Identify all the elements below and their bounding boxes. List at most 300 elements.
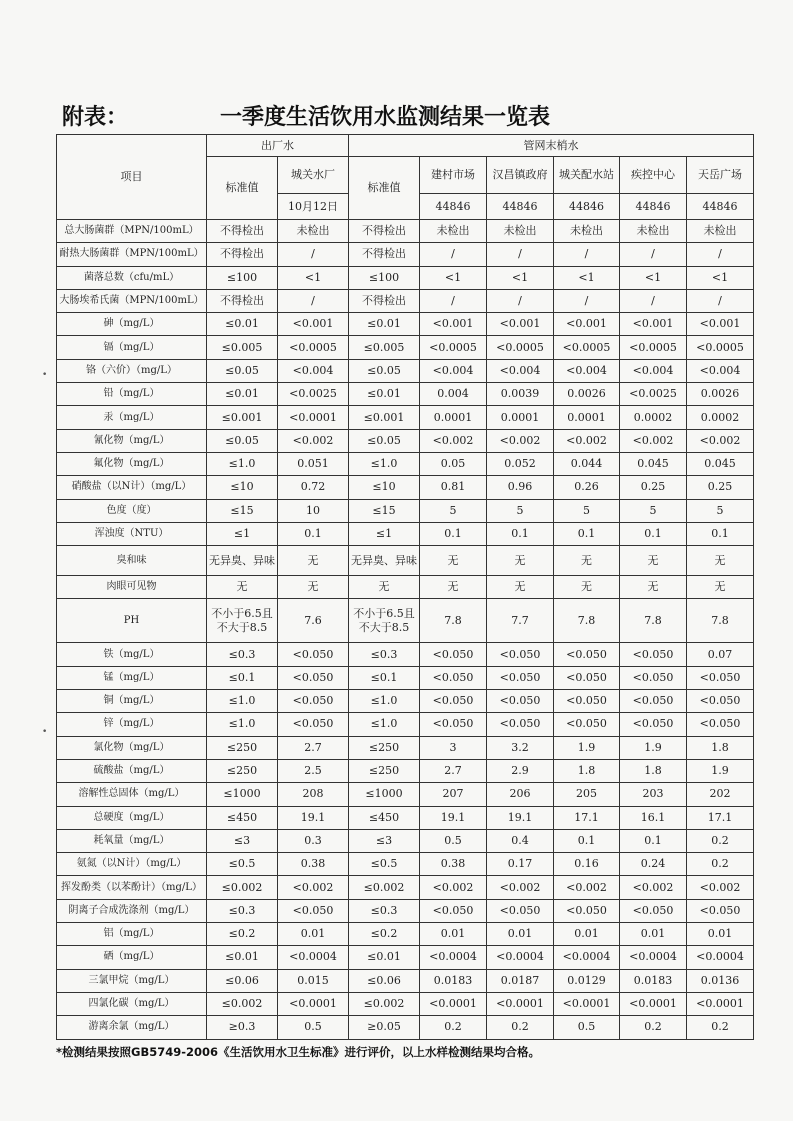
item-name: 游离余氯（mg/L）	[57, 1016, 207, 1039]
factory-standard-value: 无	[207, 576, 278, 599]
table-row	[57, 336, 754, 359]
site-result-value: /	[420, 289, 487, 312]
site-result-value: <0.004	[487, 359, 554, 382]
site-result-value: 0.0002	[620, 406, 687, 429]
factory-result-value: 19.1	[278, 806, 349, 829]
item-name: 总硬度（mg/L）	[57, 806, 207, 829]
site-result-value: <0.0004	[420, 946, 487, 969]
site-result-value: 17.1	[687, 806, 754, 829]
site-result-value: <0.0001	[620, 992, 687, 1015]
site-result-value: 0.0026	[554, 383, 620, 406]
item-name: 色度（度）	[57, 499, 207, 522]
page-title: 一季度生活饮用水监测结果一览表	[220, 105, 551, 130]
factory-result-value: <1	[278, 266, 349, 289]
site-result-value: /	[687, 243, 754, 266]
site-result-value: <1	[487, 266, 554, 289]
site-result-value: 0.0001	[420, 406, 487, 429]
table-row	[57, 1016, 754, 1039]
network-standard-value: ≤0.3	[349, 643, 420, 666]
site-result-value: 无	[620, 546, 687, 576]
network-standard-value: ≤450	[349, 806, 420, 829]
table-row	[57, 923, 754, 946]
site-result-value: 无	[620, 576, 687, 599]
table-row	[57, 969, 754, 992]
network-standard-value: 不得检出	[349, 243, 420, 266]
factory-result-value: <0.0004	[278, 946, 349, 969]
site-result-value: <0.002	[620, 429, 687, 452]
site-result-value: 17.1	[554, 806, 620, 829]
factory-standard-header: 标准值	[207, 157, 278, 220]
item-name: 浑浊度（NTU）	[57, 522, 207, 545]
factory-standard-value: ≤15	[207, 499, 278, 522]
site-result-value: <1	[554, 266, 620, 289]
item-name: 铬（六价）（mg/L）	[57, 359, 207, 382]
item-name: 锰（mg/L）	[57, 666, 207, 689]
network-standard-value: ≤0.3	[349, 899, 420, 922]
factory-standard-value: ≤250	[207, 736, 278, 759]
site-result-value: 0.0001	[487, 406, 554, 429]
site-result-value: <0.050	[420, 690, 487, 713]
network-standard-value: ≤0.01	[349, 313, 420, 336]
site-result-value: 0.5	[420, 829, 487, 852]
site-result-value: 0.01	[687, 923, 754, 946]
site-result-value: 0.07	[687, 643, 754, 666]
site-result-value: 0.0136	[687, 969, 754, 992]
monitoring-table	[56, 134, 754, 1040]
network-standard-value: ≤1.0	[349, 452, 420, 475]
item-name: 氟化物（mg/L）	[57, 452, 207, 475]
site-result-value: <0.0005	[620, 336, 687, 359]
site-result-value: 0.2	[687, 853, 754, 876]
factory-result-value: /	[278, 243, 349, 266]
factory-standard-value: 不得检出	[207, 243, 278, 266]
item-name: 铁（mg/L）	[57, 643, 207, 666]
site-result-value: 1.9	[687, 759, 754, 782]
table-row	[57, 992, 754, 1015]
item-name: 臭和味	[57, 546, 207, 576]
item-name: 大肠埃希氏菌（MPN/100mL）	[57, 289, 207, 312]
site-result-value: <0.0001	[420, 992, 487, 1015]
site-result-value: <0.001	[620, 313, 687, 336]
item-name: 硝酸盐（以N计）（mg/L）	[57, 476, 207, 499]
table-row	[57, 522, 754, 545]
site-result-value: 无	[687, 546, 754, 576]
table-row	[57, 313, 754, 336]
network-standard-value: ≤0.2	[349, 923, 420, 946]
site-result-value: 206	[487, 783, 554, 806]
table-row	[57, 289, 754, 312]
site-result-value: 3.2	[487, 736, 554, 759]
site-result-value: 0.2	[420, 1016, 487, 1039]
site-result-value: 0.2	[687, 829, 754, 852]
factory-standard-value: ≤0.2	[207, 923, 278, 946]
factory-standard-value: ≤0.002	[207, 876, 278, 899]
site-result-value: <0.050	[687, 690, 754, 713]
site-result-value: 无	[487, 546, 554, 576]
site-result-value: 1.8	[687, 736, 754, 759]
factory-result-value: <0.050	[278, 690, 349, 713]
table-row	[57, 576, 754, 599]
factory-water-header: 出厂水	[207, 135, 349, 157]
site-result-value: <0.0001	[687, 992, 754, 1015]
site-code-header: 44846	[687, 194, 754, 220]
network-standard-value: ≤1.0	[349, 690, 420, 713]
factory-result-value: 未检出	[278, 220, 349, 243]
site-result-value: <0.001	[420, 313, 487, 336]
factory-standard-value: ≤0.1	[207, 666, 278, 689]
site-result-value: 无	[554, 546, 620, 576]
site-result-value: <0.002	[487, 876, 554, 899]
network-standard-value: ≤0.1	[349, 666, 420, 689]
network-standard-value: ≤1000	[349, 783, 420, 806]
site-result-value: <0.002	[420, 876, 487, 899]
factory-standard-value: ≤0.01	[207, 383, 278, 406]
site-result-value: 5	[487, 499, 554, 522]
site-result-value: 202	[687, 783, 754, 806]
factory-standard-value: ≤0.3	[207, 899, 278, 922]
site-result-value: <0.050	[687, 713, 754, 736]
site-result-value: 0.1	[554, 829, 620, 852]
item-name: 锌（mg/L）	[57, 713, 207, 736]
site-result-value: <0.050	[420, 643, 487, 666]
site-result-value: <0.002	[687, 876, 754, 899]
network-standard-value: ≤0.01	[349, 383, 420, 406]
site-result-value: <1	[687, 266, 754, 289]
site-result-value: <0.004	[687, 359, 754, 382]
site-result-value: 207	[420, 783, 487, 806]
site-result-value: 未检出	[620, 220, 687, 243]
factory-result-value: <0.0005	[278, 336, 349, 359]
table-row	[57, 666, 754, 689]
site-name-header: 天岳广场	[687, 157, 754, 194]
site-result-value: <0.0004	[487, 946, 554, 969]
site-result-value: <0.050	[687, 666, 754, 689]
factory-result-value: <0.0001	[278, 992, 349, 1015]
site-result-value: <0.002	[554, 429, 620, 452]
site-result-value: 19.1	[420, 806, 487, 829]
site-result-value: 5	[554, 499, 620, 522]
site-result-value: 7.7	[487, 599, 554, 643]
factory-result-value: 0.72	[278, 476, 349, 499]
site-result-value: 0.2	[487, 1016, 554, 1039]
site-result-value: 0.01	[554, 923, 620, 946]
site-result-value: 0.26	[554, 476, 620, 499]
factory-standard-value: ≤0.001	[207, 406, 278, 429]
network-standard-value: ≤0.5	[349, 853, 420, 876]
site-result-value: <1	[620, 266, 687, 289]
site-result-value: 未检出	[554, 220, 620, 243]
margin-mark: •	[42, 727, 48, 737]
factory-result-value: <0.050	[278, 666, 349, 689]
site-result-value: 205	[554, 783, 620, 806]
site-result-value: 7.8	[554, 599, 620, 643]
table-row	[57, 736, 754, 759]
network-standard-value: ≤0.01	[349, 946, 420, 969]
site-result-value: 16.1	[620, 806, 687, 829]
item-name: 阴离子合成洗涤剂（mg/L）	[57, 899, 207, 922]
item-name: 总大肠菌群（MPN/100mL）	[57, 220, 207, 243]
site-result-value: /	[554, 289, 620, 312]
factory-standard-value: ≤1.0	[207, 690, 278, 713]
site-result-value: 0.045	[620, 452, 687, 475]
factory-result-value: <0.050	[278, 713, 349, 736]
site-result-value: /	[687, 289, 754, 312]
table-row	[57, 829, 754, 852]
factory-standard-value: ≤0.01	[207, 946, 278, 969]
site-result-value: <0.050	[554, 899, 620, 922]
site-result-value: <0.050	[554, 713, 620, 736]
site-name-header: 疾控中心	[620, 157, 687, 194]
site-result-value: 0.044	[554, 452, 620, 475]
site-result-value: <0.050	[620, 690, 687, 713]
factory-result-value: <0.050	[278, 643, 349, 666]
factory-standard-value: ≤3	[207, 829, 278, 852]
item-name: 耐热大肠菌群（MPN/100mL）	[57, 243, 207, 266]
site-result-value: <0.002	[687, 429, 754, 452]
site-result-value: <0.050	[487, 899, 554, 922]
table-row	[57, 383, 754, 406]
site-result-value: 0.05	[420, 452, 487, 475]
network-standard-value: ≥0.05	[349, 1016, 420, 1039]
factory-standard-value: ≤0.002	[207, 992, 278, 1015]
site-result-value: 无	[687, 576, 754, 599]
factory-result-value: <0.050	[278, 899, 349, 922]
item-name: 挥发酚类（以苯酚计）（mg/L）	[57, 876, 207, 899]
table-row	[57, 759, 754, 782]
site-result-value: <0.0001	[554, 992, 620, 1015]
site-result-value: <0.004	[420, 359, 487, 382]
table-row	[57, 876, 754, 899]
site-result-value: /	[487, 243, 554, 266]
network-standard-value: ≤1.0	[349, 713, 420, 736]
network-standard-value: ≤100	[349, 266, 420, 289]
site-result-value: 0.045	[687, 452, 754, 475]
table-row	[57, 452, 754, 475]
network-standard-value: 无异臭、异味	[349, 546, 420, 576]
network-standard-value: ≤3	[349, 829, 420, 852]
factory-result-value: 0.015	[278, 969, 349, 992]
network-standard-value: ≤0.002	[349, 876, 420, 899]
factory-standard-value: ≤0.005	[207, 336, 278, 359]
factory-result-value: 0.5	[278, 1016, 349, 1039]
site-result-value: <0.0005	[420, 336, 487, 359]
site-result-value: 7.8	[420, 599, 487, 643]
factory-standard-value: ≤1.0	[207, 713, 278, 736]
site-result-value: 未检出	[487, 220, 554, 243]
site-result-value: 203	[620, 783, 687, 806]
site-result-value: /	[620, 243, 687, 266]
item-name: 砷（mg/L）	[57, 313, 207, 336]
factory-standard-value: ≥0.3	[207, 1016, 278, 1039]
table-row	[57, 783, 754, 806]
network-standard-value: 不小于6.5且不大于8.5	[349, 599, 420, 643]
item-column-header: 项目	[57, 135, 207, 220]
site-result-value: 无	[420, 576, 487, 599]
factory-result-value: 2.5	[278, 759, 349, 782]
network-standard-value: ≤0.05	[349, 429, 420, 452]
site-result-value: <0.050	[420, 666, 487, 689]
site-result-value: 0.0039	[487, 383, 554, 406]
site-result-value: <0.002	[620, 876, 687, 899]
site-result-value: 0.38	[420, 853, 487, 876]
site-result-value: 0.1	[554, 522, 620, 545]
site-result-value: 0.5	[554, 1016, 620, 1039]
site-result-value: <0.0004	[554, 946, 620, 969]
item-name: 溶解性总固体（mg/L）	[57, 783, 207, 806]
site-result-value: 0.0026	[687, 383, 754, 406]
site-result-value: 0.004	[420, 383, 487, 406]
item-name: 镉（mg/L）	[57, 336, 207, 359]
item-name: 硒（mg/L）	[57, 946, 207, 969]
factory-result-value: /	[278, 289, 349, 312]
network-standard-value: 不得检出	[349, 220, 420, 243]
factory-standard-value: ≤10	[207, 476, 278, 499]
site-result-value: 0.24	[620, 853, 687, 876]
network-standard-value: ≤0.001	[349, 406, 420, 429]
site-result-value: 0.01	[620, 923, 687, 946]
site-result-value: <0.001	[687, 313, 754, 336]
network-standard-value: 无	[349, 576, 420, 599]
factory-result-value: 10	[278, 499, 349, 522]
site-result-value: 未检出	[687, 220, 754, 243]
table-row	[57, 429, 754, 452]
site-result-value: 0.17	[487, 853, 554, 876]
item-name: 硫酸盐（mg/L）	[57, 759, 207, 782]
site-code-header: 44846	[420, 194, 487, 220]
factory-result-value: <0.001	[278, 313, 349, 336]
factory-standard-value: ≤0.3	[207, 643, 278, 666]
table-row	[57, 220, 754, 243]
site-result-value: 1.9	[554, 736, 620, 759]
network-standard-value: ≤0.002	[349, 992, 420, 1015]
factory-site-header: 城关水厂	[278, 157, 349, 194]
site-code-header: 44846	[554, 194, 620, 220]
network-standard-header: 标准值	[349, 157, 420, 220]
factory-standard-value: ≤1000	[207, 783, 278, 806]
site-result-value: 5	[420, 499, 487, 522]
table-row	[57, 359, 754, 382]
site-result-value: 0.1	[620, 829, 687, 852]
site-result-value: 0.81	[420, 476, 487, 499]
site-result-value: 0.96	[487, 476, 554, 499]
site-result-value: <1	[420, 266, 487, 289]
site-result-value: <0.0004	[620, 946, 687, 969]
site-result-value: 0.0129	[554, 969, 620, 992]
site-name-header: 汉昌镇政府	[487, 157, 554, 194]
factory-result-value: <0.0025	[278, 383, 349, 406]
site-result-value: 5	[620, 499, 687, 522]
site-result-value: 0.4	[487, 829, 554, 852]
site-result-value: /	[420, 243, 487, 266]
table-row	[57, 643, 754, 666]
network-standard-value: ≤10	[349, 476, 420, 499]
site-result-value: 0.0183	[420, 969, 487, 992]
factory-standard-value: ≤250	[207, 759, 278, 782]
factory-result-value: 无	[278, 576, 349, 599]
item-name: 氯化物（mg/L）	[57, 736, 207, 759]
factory-standard-value: ≤0.05	[207, 429, 278, 452]
item-name: 菌落总数（cfu/mL）	[57, 266, 207, 289]
factory-standard-value: ≤0.01	[207, 313, 278, 336]
appendix-label: 附表：	[62, 105, 129, 130]
site-result-value: <0.050	[620, 666, 687, 689]
item-name: 肉眼可见物	[57, 576, 207, 599]
item-name: 氨氮（以N计）（mg/L）	[57, 853, 207, 876]
site-result-value: 0.16	[554, 853, 620, 876]
site-result-value: <0.004	[554, 359, 620, 382]
factory-result-value: 2.7	[278, 736, 349, 759]
site-result-value: <0.050	[420, 899, 487, 922]
site-result-value: <0.050	[487, 643, 554, 666]
factory-result-value: 0.01	[278, 923, 349, 946]
site-result-value: 0.1	[620, 522, 687, 545]
factory-result-value: <0.002	[278, 876, 349, 899]
margin-mark: •	[42, 370, 48, 380]
factory-standard-value: 不得检出	[207, 289, 278, 312]
site-result-value: 2.9	[487, 759, 554, 782]
table-row	[57, 899, 754, 922]
site-result-value: <0.050	[487, 713, 554, 736]
site-result-value: 0.2	[620, 1016, 687, 1039]
factory-result-value: 无	[278, 546, 349, 576]
factory-standard-value: ≤0.05	[207, 359, 278, 382]
site-result-value: <0.0005	[687, 336, 754, 359]
site-result-value: <0.050	[420, 713, 487, 736]
network-water-header: 管网末梢水	[349, 135, 754, 157]
site-result-value: <0.0005	[554, 336, 620, 359]
factory-result-value: 0.051	[278, 452, 349, 475]
network-standard-value: ≤0.06	[349, 969, 420, 992]
site-result-value: <0.050	[487, 690, 554, 713]
site-result-value: <0.050	[687, 899, 754, 922]
table-row	[57, 690, 754, 713]
network-standard-value: ≤1	[349, 522, 420, 545]
table-row	[57, 806, 754, 829]
table-row	[57, 243, 754, 266]
site-result-value: 2.7	[420, 759, 487, 782]
site-code-header: 44846	[487, 194, 554, 220]
site-result-value: <0.050	[620, 713, 687, 736]
factory-standard-value: ≤1.0	[207, 452, 278, 475]
site-result-value: 0.0002	[687, 406, 754, 429]
site-result-value: <0.050	[554, 643, 620, 666]
table-row	[57, 266, 754, 289]
item-name: 铝（mg/L）	[57, 923, 207, 946]
site-result-value: <0.050	[620, 643, 687, 666]
site-result-value: <0.001	[487, 313, 554, 336]
site-result-value: 0.2	[687, 1016, 754, 1039]
factory-result-value: <0.004	[278, 359, 349, 382]
site-result-value: <0.001	[554, 313, 620, 336]
site-result-value: <0.0001	[487, 992, 554, 1015]
table-row	[57, 406, 754, 429]
network-standard-value: 不得检出	[349, 289, 420, 312]
item-name: 汞（mg/L）	[57, 406, 207, 429]
site-result-value: <0.004	[620, 359, 687, 382]
site-result-value: 1.8	[620, 759, 687, 782]
factory-standard-value: 不小于6.5且不大于8.5	[207, 599, 278, 643]
network-standard-value: ≤0.005	[349, 336, 420, 359]
factory-result-value: <0.0001	[278, 406, 349, 429]
factory-standard-value: 不得检出	[207, 220, 278, 243]
footnote: *检测结果按照GB5749-2006《生活饮用水卫生标准》进行评价，以上水样检测结果均合格。	[56, 1045, 541, 1059]
site-result-value: <0.002	[554, 876, 620, 899]
site-result-value: 0.0001	[554, 406, 620, 429]
site-result-value: /	[487, 289, 554, 312]
site-result-value: <0.050	[487, 666, 554, 689]
factory-result-value: 7.6	[278, 599, 349, 643]
site-result-value: 0.25	[687, 476, 754, 499]
